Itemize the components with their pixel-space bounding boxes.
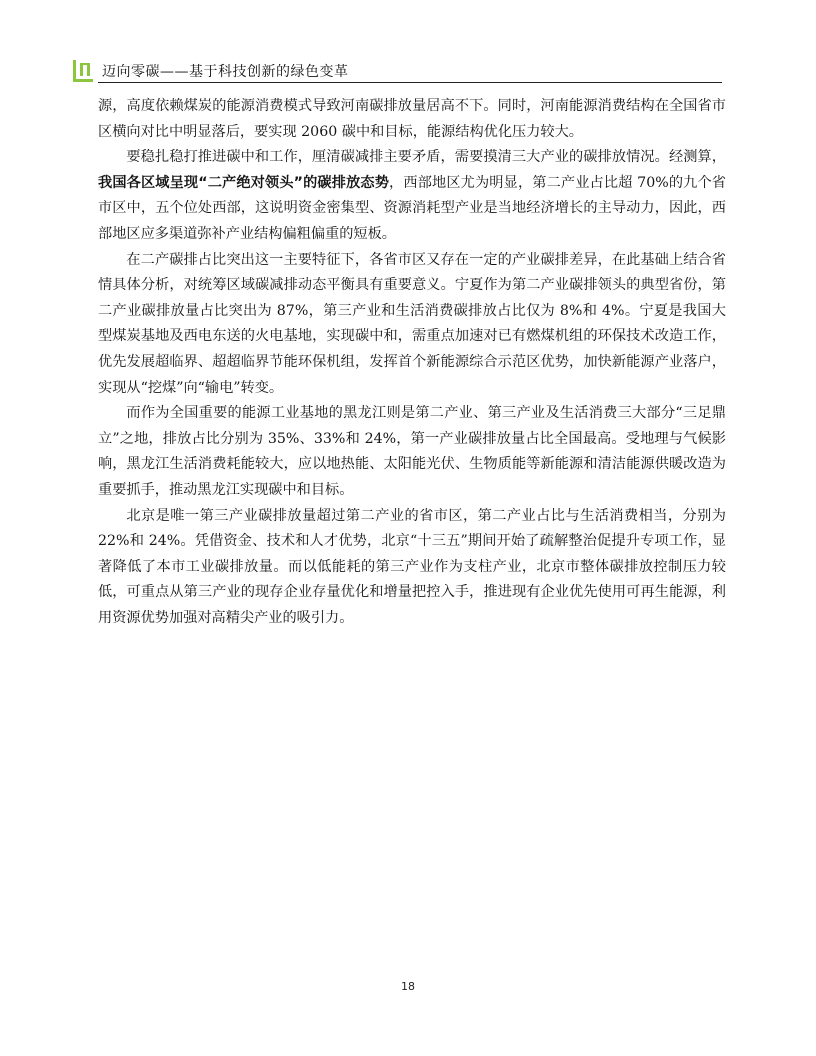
- header-title: 迈向零碳——基于科技创新的绿色变革: [102, 64, 349, 80]
- page-number: 18: [401, 980, 415, 993]
- page-header: [72, 58, 722, 84]
- paragraph-2-text-end: ，西部地区尤为明显，第二产业占比超 70%的九个省市区中，五个位处西部，这说明资金密集型、资源消耗型产业是当地经济增长的主导动力，因此，西部地区应多渠道弥补产业结构偏粗偏重的短板。: [98, 174, 726, 242]
- paragraph-1: [98, 94, 726, 145]
- logo-icon: [72, 60, 94, 82]
- paragraph-4-text: 而作为全国重要的能源工业基地的黑龙江则是第二产业、第三产业及生活消费三大部分“三足鼎立”之地，排放占比分别为 35%、33%和 24%，第一产业碳排放量占比全国最高。受地理与气候影响，黑龙江生活消费耗能较大，应以地热能、太阳能光伏、生物质能等新能源和清洁能源供暖改造为重要抓手，推动黑龙江实现碳中和目标。: [98, 405, 726, 498]
- paragraph-2-text-start: 要稳扎稳打推进碳中和工作，厘清碳减排主要矛盾，需要摸清三大产业的碳排放情况。经测算，: [126, 149, 726, 166]
- paragraph-4: [98, 401, 726, 503]
- header-divider: [98, 82, 722, 83]
- paragraph-1-text: 源，高度依赖煤炭的能源消费模式导致河南碳排放量居高不下。同时，河南能源消费结构在全国省市区横向对比中明显落后，要实现 2060 碳中和目标，能源结构优化压力较大。: [98, 98, 726, 140]
- paragraph-3: [98, 248, 726, 402]
- paragraph-3-text: 在二产碳排占比突出这一主要特征下，各省市区又存在一定的产业碳排差异，在此基础上结合省情具体分析，对统筹区域碳减排动态平衡具有重要意义。宁夏作为第二产业碳排领头的典型省份，第二产业碳排放量占比突出为 87%，第三产业和生活消费碳排放占比仅为 8%和 4%。宁夏是我国大型煤炭基地及西电东送的火电基地，实现碳中和，需重点加速对已有燃煤机组的环保技术改造工作，优先发展超临界、超超临界节能环保机组，发挥首个新能源综合示范区优势，加快新能源产业落户，实现从“挖煤”向“输电”转变。: [98, 251, 726, 396]
- paragraph-5: [98, 504, 726, 632]
- body-text: [98, 94, 726, 631]
- paragraph-2: [98, 145, 726, 247]
- paragraph-5-text: 北京是唯一第三产业碳排放量超过第二产业的省市区，第二产业占比与生活消费相当，分别为 22%和 24%。凭借资金、技术和人才优势，北京“十三五”期间开始了疏解整治促提升专项工作，显著降低了本市工业碳排放量。而以低能耗的第三产业作为支柱产业，北京市整体碳排放控制压力较低，可重点从第三产业的现存企业存量优化和增量把控入手，推进现有企业优先使用可再生能源，利用资源优势加强对高精尖产业的吸引力。: [98, 507, 726, 626]
- paragraph-2-emphasis: 我国各区域呈现“二产绝对领头”的碳排放态势: [98, 174, 390, 191]
